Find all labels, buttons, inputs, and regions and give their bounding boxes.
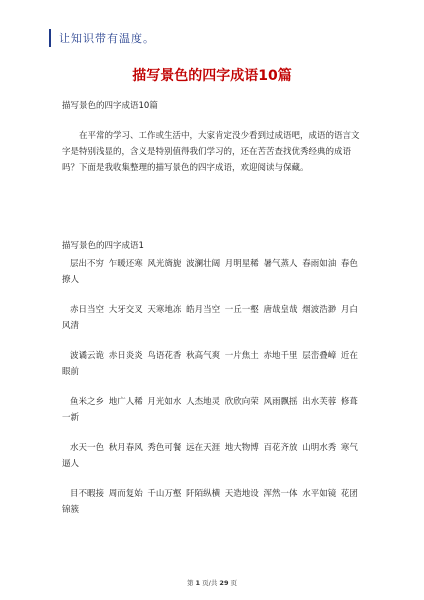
section-title: 描写景色的四字成语1 <box>62 241 144 251</box>
idiom-group: 鱼米之乡 地广人稀 月光如水 人杰地灵 欣欣向荣 风雨飘摇 出水芙蓉 修葺一新 <box>62 397 358 423</box>
footer-total-pages: 29 <box>219 579 229 587</box>
idiom-group: 水天一色 秋月春风 秀色可餐 远在天涯 地大物博 百花齐放 山明水秀 寒气逼人 <box>62 443 358 469</box>
intro-paragraph: 在平常的学习、工作或生活中，大家肯定没少看到过成语吧，成语的语言文字是特别浅显的，含义是特别值得我们学习的，还在苦苦查找优秀经典的成语吗？下面是我收集整理的描写景色的四字成语，欢迎阅读与保藏。 <box>62 131 360 173</box>
footer-middle: 页/共 <box>202 579 218 587</box>
footer-prefix: 第 <box>186 579 194 587</box>
page-footer <box>0 578 424 587</box>
idiom-group: 赤日当空 大牙交叉 天寒地冻 皓月当空 一丘一壑 唐哉皇哉 烟波浩渺 月白风清 <box>62 305 358 331</box>
footer-suffix: 页 <box>230 579 238 587</box>
idiom-group: 目不暇接 周而复始 千山万壑 阡陌纵横 天造地设 浑然一体 水平如镜 花团锦簇 <box>62 489 358 515</box>
idiom-groups <box>62 256 362 532</box>
document-title: 描写景色的四字成语10篇 <box>132 68 292 84</box>
idiom-group: 波谲云诡 赤日炎炎 鸟语花香 秋高气爽 一片焦土 赤地千里 层峦叠嶂 近在眼前 <box>62 351 358 377</box>
slogan-text: 让知识带有温度。 <box>59 32 155 45</box>
footer-page-number: 1 <box>195 579 201 587</box>
document-subtitle: 描写景色的四字成语10篇 <box>62 101 158 111</box>
idiom-group: 层出不穷 乍暖还寒 风光旖旎 波澜壮阔 月明星稀 暑气蒸人 春雨如油 春色撩人 <box>62 259 358 285</box>
slogan-accent-bar <box>49 29 51 47</box>
header-slogan <box>49 30 155 46</box>
